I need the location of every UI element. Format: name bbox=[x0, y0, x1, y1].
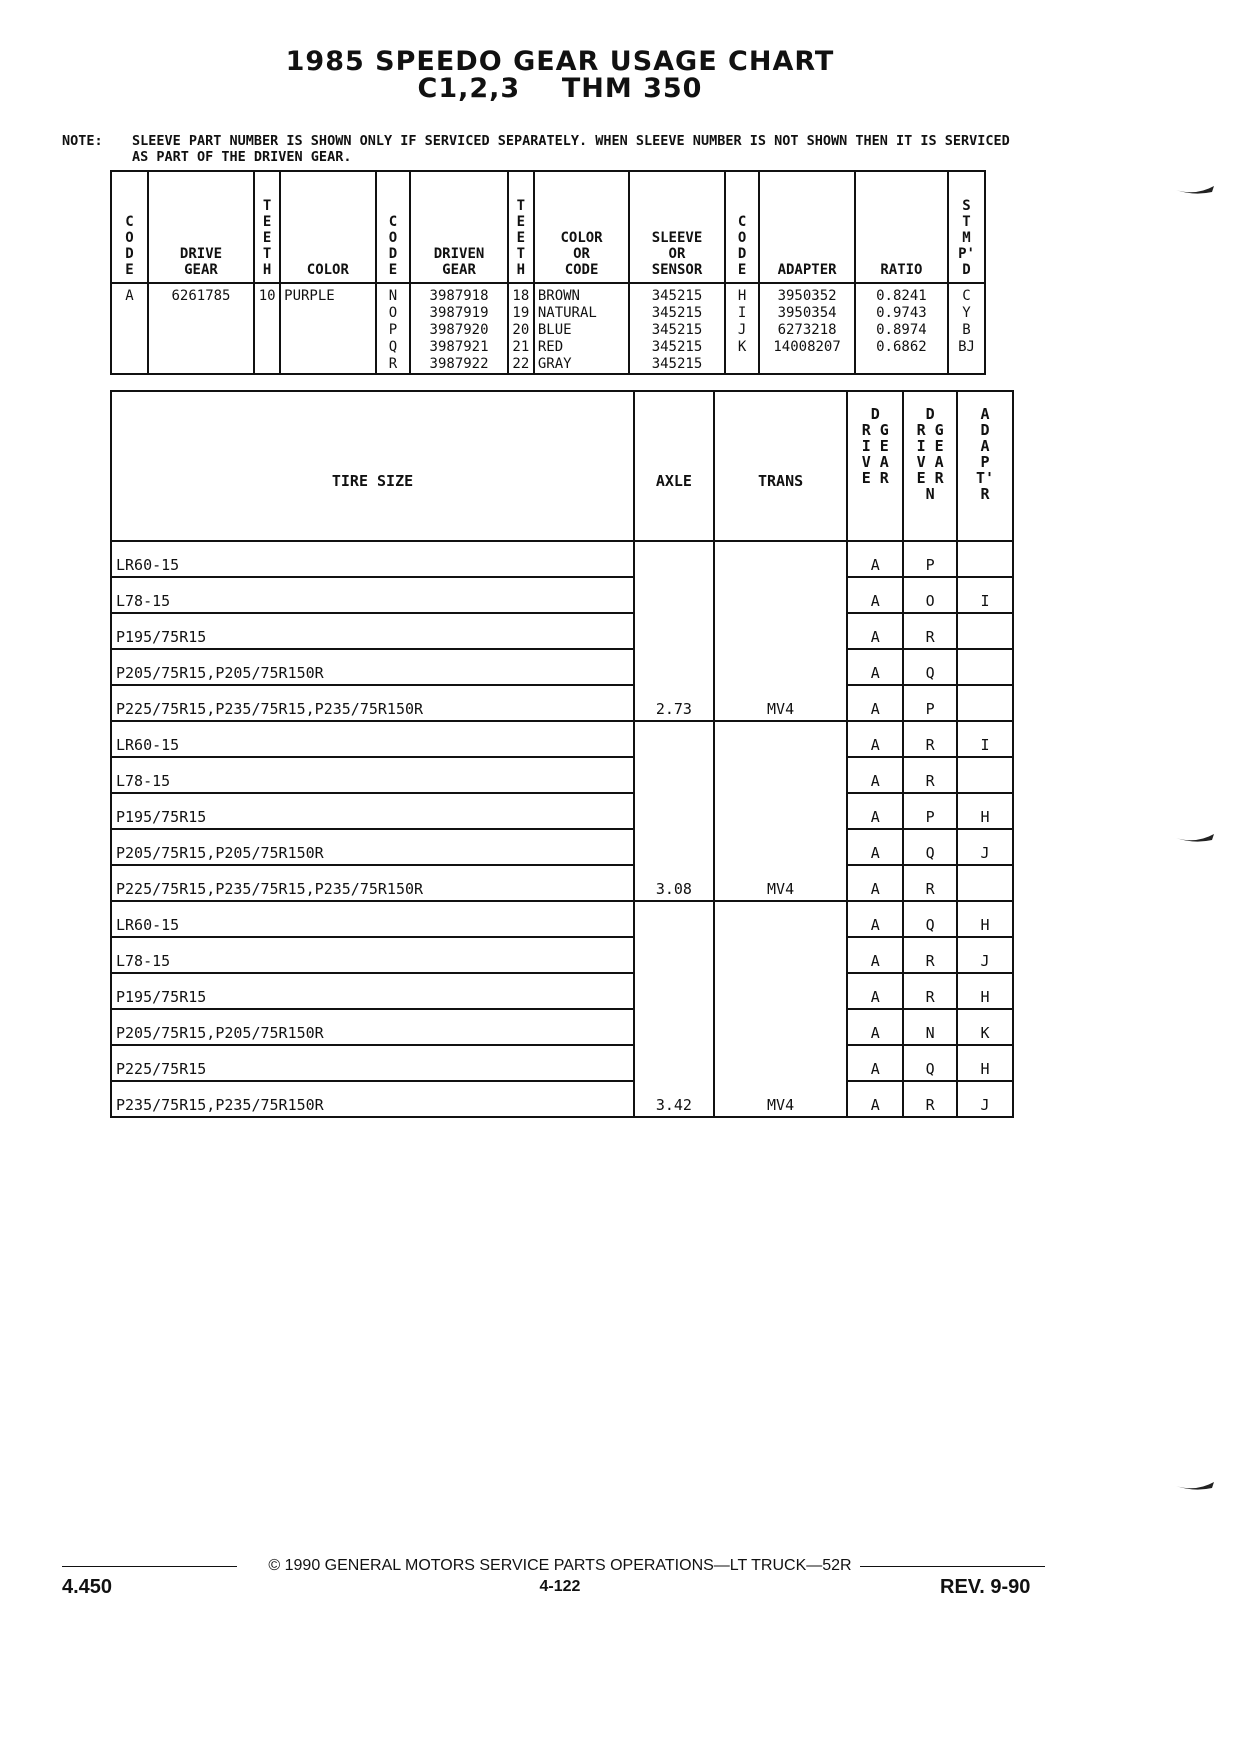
list-line: D bbox=[870, 405, 880, 423]
usage-header-row bbox=[111, 391, 1013, 541]
header-sleeve bbox=[629, 171, 724, 283]
drive-gear-code-cell: A bbox=[847, 1081, 903, 1117]
gear-spec-table bbox=[110, 170, 986, 375]
list-line: RED bbox=[537, 339, 564, 355]
adapter-code-cell: H bbox=[957, 901, 1013, 937]
tire-size-cell: L78-15 bbox=[111, 757, 634, 793]
table-row bbox=[111, 1081, 1013, 1117]
axle-cell bbox=[634, 1009, 714, 1045]
adapter-code-cell: I bbox=[957, 721, 1013, 757]
list-line: 6273218 bbox=[777, 322, 837, 338]
drive-gear-code-cell: A bbox=[847, 613, 903, 649]
footer-section-number: 4.450 bbox=[62, 1576, 113, 1598]
list-line: NATURAL bbox=[537, 305, 597, 321]
list-line: 3987922 bbox=[429, 356, 489, 372]
header-code-1 bbox=[111, 171, 148, 283]
table-row bbox=[111, 685, 1013, 721]
trans-cell bbox=[714, 829, 848, 865]
list-line: N bbox=[388, 288, 398, 304]
axle-cell: 3.42 bbox=[634, 1081, 714, 1117]
list-line: V A bbox=[861, 453, 889, 471]
drive-gear-code-cell: A bbox=[847, 973, 903, 1009]
driven-gear-code-cell: R bbox=[903, 865, 957, 901]
list-line: SLEEVE bbox=[651, 230, 703, 246]
list-line: GRAY bbox=[537, 356, 572, 372]
list-line: A bbox=[125, 288, 134, 304]
list-line: DRIVEN bbox=[433, 246, 485, 262]
driven-gear-code-cell: Q bbox=[903, 1045, 957, 1081]
header-driven-gear bbox=[410, 171, 508, 283]
footer-copyright: © 1990 GENERAL MOTORS SERVICE PARTS OPERATIONS—LT TRUCK—52R bbox=[268, 1557, 852, 1574]
chart-title-line1: 1985 SPEEDO GEAR USAGE CHART bbox=[285, 46, 835, 77]
tire-size-cell: P195/75R15 bbox=[111, 973, 634, 1009]
list-line: 22 bbox=[512, 356, 530, 372]
list-line: M bbox=[962, 230, 971, 246]
axle-cell bbox=[634, 1045, 714, 1081]
binder-mark-icon bbox=[1176, 186, 1214, 194]
header-adapter-code bbox=[957, 391, 1013, 541]
gear-data-row bbox=[111, 283, 985, 374]
list-line: T bbox=[962, 214, 971, 230]
adapter-code-cell bbox=[957, 613, 1013, 649]
driven-gear-code-cell: N bbox=[903, 1009, 957, 1045]
header-tire-size: TIRE SIZE bbox=[111, 391, 634, 541]
list-line: H bbox=[516, 262, 526, 278]
trans-cell bbox=[714, 901, 848, 937]
list-line: T bbox=[516, 246, 526, 262]
tire-size-cell: LR60-15 bbox=[111, 541, 634, 577]
list-line: P' bbox=[958, 246, 975, 262]
driven-gear-code-cell: Q bbox=[903, 829, 957, 865]
header-teeth-1 bbox=[254, 171, 280, 283]
cell-color bbox=[280, 283, 375, 374]
list-line: R bbox=[388, 356, 398, 372]
chart-title-line2: C1,2,3 THM 350 bbox=[417, 73, 703, 104]
adapter-code-cell: J bbox=[957, 829, 1013, 865]
list-line: 3987919 bbox=[429, 305, 489, 321]
tire-size-cell: P225/75R15,P235/75R15,P235/75R150R bbox=[111, 685, 634, 721]
binder-mark-icon bbox=[1176, 1482, 1214, 1490]
list-line: 345215 bbox=[651, 288, 703, 304]
cell-code-2 bbox=[376, 283, 411, 374]
axle-cell bbox=[634, 577, 714, 613]
list-line: E bbox=[262, 230, 272, 246]
header-axle: AXLE bbox=[634, 391, 714, 541]
axle-cell bbox=[634, 541, 714, 577]
adapter-code-cell: H bbox=[957, 1045, 1013, 1081]
list-line: O bbox=[125, 230, 134, 246]
header-drive-gear-code bbox=[847, 391, 903, 541]
drive-gear-code-cell: A bbox=[847, 1045, 903, 1081]
adapter-code-cell bbox=[957, 685, 1013, 721]
table-row bbox=[111, 829, 1013, 865]
list-line: E bbox=[125, 262, 134, 278]
list-line: D bbox=[388, 246, 398, 262]
list-line: 21 bbox=[512, 339, 530, 355]
list-line: RATIO bbox=[880, 262, 923, 278]
list-line: H bbox=[262, 262, 272, 278]
list-line: COLOR bbox=[306, 262, 349, 278]
trans-cell bbox=[714, 937, 848, 973]
tire-size-cell: LR60-15 bbox=[111, 721, 634, 757]
cell-driven-gear bbox=[410, 283, 508, 374]
driven-gear-code-cell: R bbox=[903, 1081, 957, 1117]
driven-gear-code-cell: R bbox=[903, 613, 957, 649]
list-line: 0.8974 bbox=[876, 322, 927, 338]
list-line: I E bbox=[861, 437, 889, 455]
list-line: Y bbox=[962, 305, 971, 321]
list-line: T bbox=[262, 198, 272, 214]
table-row bbox=[111, 613, 1013, 649]
driven-gear-code-cell: P bbox=[903, 685, 957, 721]
list-line: J bbox=[737, 322, 747, 338]
driven-gear-code-cell: P bbox=[903, 541, 957, 577]
tire-size-cell: P205/75R15,P205/75R150R bbox=[111, 829, 634, 865]
table-row bbox=[111, 865, 1013, 901]
list-line: DRIVE bbox=[179, 246, 223, 262]
drive-gear-code-cell: A bbox=[847, 901, 903, 937]
list-line: 0.9743 bbox=[876, 305, 927, 321]
cell-teeth-1 bbox=[254, 283, 280, 374]
list-line: O bbox=[737, 230, 747, 246]
trans-cell bbox=[714, 721, 848, 757]
usage-body bbox=[111, 541, 1013, 1117]
list-line: B bbox=[962, 322, 971, 338]
driven-gear-code-cell: R bbox=[903, 973, 957, 1009]
tire-size-cell: P205/75R15,P205/75R150R bbox=[111, 649, 634, 685]
trans-cell bbox=[714, 613, 848, 649]
list-line: OR bbox=[668, 246, 686, 262]
trans-cell: MV4 bbox=[714, 1081, 848, 1117]
list-line: 3950354 bbox=[777, 305, 837, 321]
list-line: 0.6862 bbox=[876, 339, 927, 355]
adapter-code-cell: H bbox=[957, 973, 1013, 1009]
header-teeth-2 bbox=[508, 171, 534, 283]
adapter-code-cell bbox=[957, 541, 1013, 577]
table-row bbox=[111, 577, 1013, 613]
drive-gear-code-cell: A bbox=[847, 865, 903, 901]
trans-cell: MV4 bbox=[714, 685, 848, 721]
list-line: T bbox=[262, 246, 272, 262]
table-row bbox=[111, 649, 1013, 685]
list-line: D bbox=[125, 246, 134, 262]
list-line: P bbox=[388, 322, 398, 338]
list-line: GEAR bbox=[184, 262, 218, 278]
list-line: E bbox=[262, 214, 272, 230]
table-row bbox=[111, 793, 1013, 829]
list-line: V A bbox=[916, 453, 944, 471]
drive-gear-code-cell: A bbox=[847, 1009, 903, 1045]
list-line: COLOR bbox=[560, 230, 603, 246]
axle-cell bbox=[634, 829, 714, 865]
list-line: 6261785 bbox=[171, 288, 231, 304]
axle-cell bbox=[634, 793, 714, 829]
drive-gear-code-cell: A bbox=[847, 937, 903, 973]
footer-page-number: 4-122 bbox=[539, 1578, 581, 1595]
list-line: BROWN bbox=[537, 288, 580, 304]
list-line: BJ bbox=[958, 339, 975, 355]
table-row bbox=[111, 541, 1013, 577]
drive-gear-code-cell: A bbox=[847, 685, 903, 721]
list-line: N bbox=[925, 485, 935, 503]
list-line: E bbox=[516, 230, 526, 246]
list-line: 345215 bbox=[651, 339, 703, 355]
drive-gear-code-cell: A bbox=[847, 793, 903, 829]
table-row bbox=[111, 901, 1013, 937]
axle-cell bbox=[634, 649, 714, 685]
list-line: R bbox=[980, 485, 990, 503]
list-line: SENSOR bbox=[651, 262, 703, 278]
driven-gear-code-cell: P bbox=[903, 793, 957, 829]
cell-adapter bbox=[759, 283, 854, 374]
list-line: GEAR bbox=[442, 262, 476, 278]
cell-code-3 bbox=[725, 283, 760, 374]
cell-color-code bbox=[534, 283, 629, 374]
list-line: D bbox=[980, 421, 990, 439]
list-line: 14008207 bbox=[773, 339, 841, 355]
adapter-code-cell: I bbox=[957, 577, 1013, 613]
tire-size-cell: P195/75R15 bbox=[111, 793, 634, 829]
list-line: E R bbox=[861, 469, 889, 487]
list-line: K bbox=[737, 339, 747, 355]
list-line: D bbox=[737, 246, 747, 262]
list-line: 3950352 bbox=[777, 288, 837, 304]
driven-gear-code-cell: O bbox=[903, 577, 957, 613]
cell-sleeve bbox=[629, 283, 724, 374]
list-line: C bbox=[962, 288, 971, 304]
adapter-code-cell: K bbox=[957, 1009, 1013, 1045]
list-line: P bbox=[980, 453, 990, 471]
note-label: NOTE: bbox=[62, 133, 103, 149]
list-line: T bbox=[516, 198, 526, 214]
list-line: 3987920 bbox=[429, 322, 489, 338]
list-line: 20 bbox=[512, 322, 530, 338]
list-line: 0.8241 bbox=[876, 288, 927, 304]
trans-cell: MV4 bbox=[714, 865, 848, 901]
drive-gear-code-cell: A bbox=[847, 577, 903, 613]
table-row bbox=[111, 1045, 1013, 1081]
header-color bbox=[280, 171, 375, 283]
list-line: H bbox=[737, 288, 747, 304]
list-line: A bbox=[980, 437, 990, 455]
header-code-3 bbox=[725, 171, 760, 283]
list-line: R G bbox=[916, 421, 944, 439]
header-drive-gear bbox=[148, 171, 254, 283]
axle-cell bbox=[634, 973, 714, 1009]
tire-usage-table bbox=[110, 390, 1014, 1118]
trans-cell bbox=[714, 757, 848, 793]
list-line: 3987918 bbox=[429, 288, 489, 304]
driven-gear-code-cell: R bbox=[903, 937, 957, 973]
table-row bbox=[111, 973, 1013, 1009]
list-line: 345215 bbox=[651, 322, 703, 338]
header-driven-gear-code bbox=[903, 391, 957, 541]
list-line: T' bbox=[976, 469, 995, 487]
table-row bbox=[111, 721, 1013, 757]
trans-cell bbox=[714, 1045, 848, 1081]
axle-cell: 3.08 bbox=[634, 865, 714, 901]
footer-revision: REV. 9-90 bbox=[940, 1576, 1031, 1598]
list-line: O bbox=[388, 305, 398, 321]
driven-gear-code-cell: Q bbox=[903, 649, 957, 685]
cell-drive-gear bbox=[148, 283, 254, 374]
header-adapter bbox=[759, 171, 854, 283]
cell-stmpd bbox=[948, 283, 985, 374]
binder-mark-icon bbox=[1176, 834, 1214, 842]
list-line: C bbox=[125, 214, 134, 230]
list-line: R G bbox=[861, 421, 889, 439]
list-line: E bbox=[737, 262, 747, 278]
list-line: 345215 bbox=[651, 305, 703, 321]
list-line: O bbox=[388, 230, 398, 246]
list-line: 18 bbox=[512, 288, 530, 304]
cell-code-1 bbox=[111, 283, 148, 374]
list-line: I E bbox=[916, 437, 944, 455]
list-line: C bbox=[388, 214, 398, 230]
adapter-code-cell bbox=[957, 757, 1013, 793]
axle-cell bbox=[634, 937, 714, 973]
table-row bbox=[111, 937, 1013, 973]
list-line: I bbox=[737, 305, 747, 321]
table-row bbox=[111, 757, 1013, 793]
list-line: S bbox=[962, 198, 971, 214]
adapter-code-cell: J bbox=[957, 937, 1013, 973]
list-line: PURPLE bbox=[284, 288, 335, 304]
axle-cell bbox=[634, 721, 714, 757]
list-line: Q bbox=[388, 339, 398, 355]
list-line: 10 bbox=[258, 288, 276, 304]
trans-cell bbox=[714, 973, 848, 1009]
note-text: SLEEVE PART NUMBER IS SHOWN ONLY IF SERVICED SEPARATELY. WHEN SLEEVE NUMBER IS NOT SHOWN THEN IT IS SERVICED AS PART OF THE DRIVEN GEAR. bbox=[132, 133, 1010, 165]
list-line: CODE bbox=[564, 262, 599, 278]
axle-cell bbox=[634, 757, 714, 793]
header-ratio bbox=[855, 171, 948, 283]
drive-gear-code-cell: A bbox=[847, 757, 903, 793]
trans-cell bbox=[714, 649, 848, 685]
driven-gear-code-cell: R bbox=[903, 721, 957, 757]
tire-size-cell: P225/75R15 bbox=[111, 1045, 634, 1081]
header-trans: TRANS bbox=[714, 391, 848, 541]
axle-cell bbox=[634, 901, 714, 937]
trans-cell bbox=[714, 1009, 848, 1045]
adapter-code-cell bbox=[957, 865, 1013, 901]
list-line: 345215 bbox=[651, 356, 703, 372]
drive-gear-code-cell: A bbox=[847, 649, 903, 685]
list-line: D bbox=[925, 405, 935, 423]
drive-gear-code-cell: A bbox=[847, 829, 903, 865]
list-line: OR bbox=[573, 246, 590, 262]
axle-cell bbox=[634, 613, 714, 649]
tire-size-cell: P225/75R15,P235/75R15,P235/75R150R bbox=[111, 865, 634, 901]
list-line: BLUE bbox=[537, 322, 572, 338]
list-line: E bbox=[516, 214, 526, 230]
list-line: D bbox=[962, 262, 971, 278]
list-line: C bbox=[737, 214, 747, 230]
gear-header-row bbox=[111, 171, 985, 283]
trans-cell bbox=[714, 577, 848, 613]
cell-ratio bbox=[855, 283, 948, 374]
axle-cell: 2.73 bbox=[634, 685, 714, 721]
list-line: 19 bbox=[512, 305, 530, 321]
tire-size-cell: LR60-15 bbox=[111, 901, 634, 937]
header-color-code bbox=[534, 171, 629, 283]
header-stmpd bbox=[948, 171, 985, 283]
drive-gear-code-cell: A bbox=[847, 541, 903, 577]
tire-size-cell: L78-15 bbox=[111, 937, 634, 973]
trans-cell bbox=[714, 541, 848, 577]
driven-gear-code-cell: R bbox=[903, 757, 957, 793]
table-row bbox=[111, 1009, 1013, 1045]
list-line: E R bbox=[916, 469, 944, 487]
adapter-code-cell bbox=[957, 649, 1013, 685]
list-line: A bbox=[980, 405, 990, 423]
list-line: E bbox=[388, 262, 398, 278]
tire-size-cell: P195/75R15 bbox=[111, 613, 634, 649]
adapter-code-cell: J bbox=[957, 1081, 1013, 1117]
drive-gear-code-cell: A bbox=[847, 721, 903, 757]
cell-teeth-2 bbox=[508, 283, 534, 374]
tire-size-cell: L78-15 bbox=[111, 577, 634, 613]
list-line: 3987921 bbox=[429, 339, 489, 355]
header-code-2 bbox=[376, 171, 411, 283]
tire-size-cell: P205/75R15,P205/75R150R bbox=[111, 1009, 634, 1045]
tire-size-cell: P235/75R15,P235/75R150R bbox=[111, 1081, 634, 1117]
driven-gear-code-cell: Q bbox=[903, 901, 957, 937]
adapter-code-cell: H bbox=[957, 793, 1013, 829]
list-line: ADAPTER bbox=[777, 262, 837, 278]
trans-cell bbox=[714, 793, 848, 829]
